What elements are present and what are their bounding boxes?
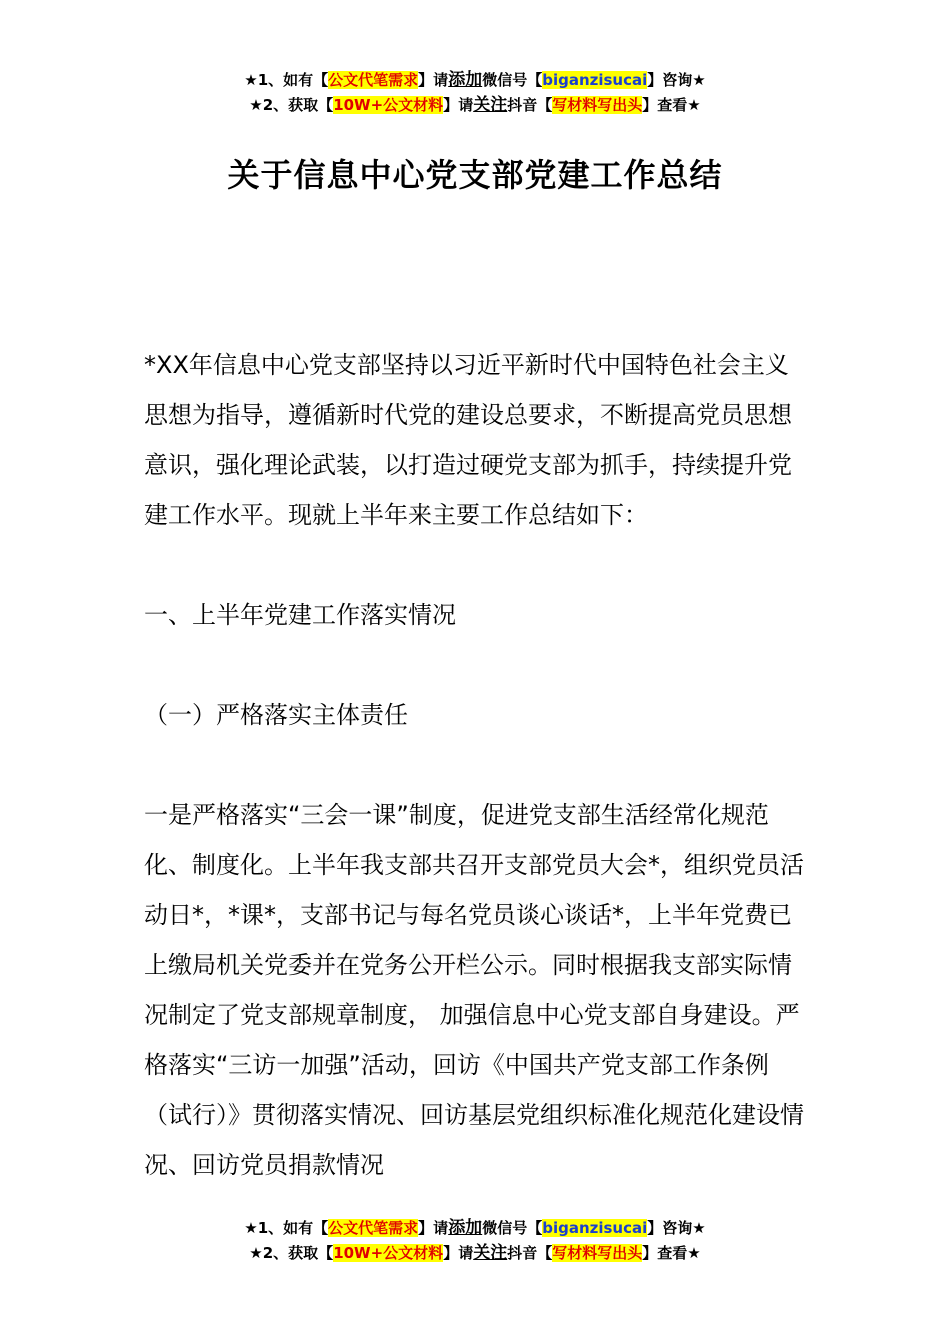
- subsection-heading: （一）严格落实主体责任: [144, 701, 408, 729]
- document-body: [144, 340, 808, 1190]
- promo-emphasis: 关注: [473, 1243, 508, 1263]
- promo-emphasis: 添加: [448, 1218, 483, 1238]
- promo-text: ★1、如有【: [244, 1219, 329, 1237]
- section-heading: 一、上半年党建工作落实情况: [144, 601, 456, 629]
- douyin-id: 写材料写出头: [552, 1244, 643, 1262]
- promo-text: 】查看★: [642, 96, 701, 114]
- promo-text: 抖音【: [507, 96, 553, 114]
- promo-line-2: [0, 1241, 950, 1266]
- promo-text: 抖音【: [507, 1244, 553, 1262]
- promo-highlight: 公文代笔需求: [328, 1219, 419, 1237]
- promo-text: 】咨询★: [647, 71, 706, 89]
- promo-text: 微信号【: [482, 1219, 543, 1237]
- promo-line-1: [0, 1216, 950, 1241]
- promo-text: ★2、获取【: [249, 96, 334, 114]
- promo-line-1: [0, 68, 950, 93]
- promo-text: 】请: [418, 71, 449, 89]
- document-title: 关于信息中心党支部党建工作总结: [227, 156, 723, 194]
- promo-text: 】咨询★: [647, 1219, 706, 1237]
- promo-text: 】查看★: [642, 1244, 701, 1262]
- promo-text: ★2、获取【: [249, 1244, 334, 1262]
- promo-banner-top: [0, 68, 950, 118]
- promo-emphasis: 关注: [473, 95, 508, 115]
- promo-text: ★1、如有【: [244, 71, 329, 89]
- wechat-id: biganzisucai: [542, 71, 648, 89]
- promo-text: 】请: [418, 1219, 449, 1237]
- wechat-id: biganzisucai: [542, 1219, 648, 1237]
- intro-paragraph: *XX年信息中心党支部坚持以习近平新时代中国特色社会主义思想为指导，遵循新时代党的建设总要求，不断提高党员思想意识，强化理论武装，以打造过硬党支部为抓手，持续提升党建工作水平。现就上半年来主要工作总结如下：: [144, 351, 792, 529]
- promo-text: 】请: [443, 1244, 474, 1262]
- promo-line-2: [0, 93, 950, 118]
- promo-emphasis: 添加: [448, 70, 483, 90]
- promo-highlight: 10W+公文材料: [333, 1244, 444, 1262]
- promo-banner-bottom: [0, 1216, 950, 1266]
- promo-text: 微信号【: [482, 71, 543, 89]
- promo-highlight: 公文代笔需求: [328, 71, 419, 89]
- douyin-id: 写材料写出头: [552, 96, 643, 114]
- body-paragraph: 一是严格落实“三会一课”制度，促进党支部生活经常化规范化、制度化。上半年我支部共召开支部党员大会*，组织党员活动日*，*课*，支部书记与每名党员谈心谈话*，上半年党费已上缴局机关党委并在党务公开栏公示。同时根据我支部实际情况制定了党支部规章制度， 加强信息中心党支部自身建设。严格落实“三访一加强”活动，回访《中国共产党支部工作条例（试行）》贯彻落实情况、回访基层党组织标准化规范化建设情况、回访党员捐款情况: [144, 801, 804, 1179]
- promo-text: 】请: [443, 96, 474, 114]
- promo-highlight: 10W+公文材料: [333, 96, 444, 114]
